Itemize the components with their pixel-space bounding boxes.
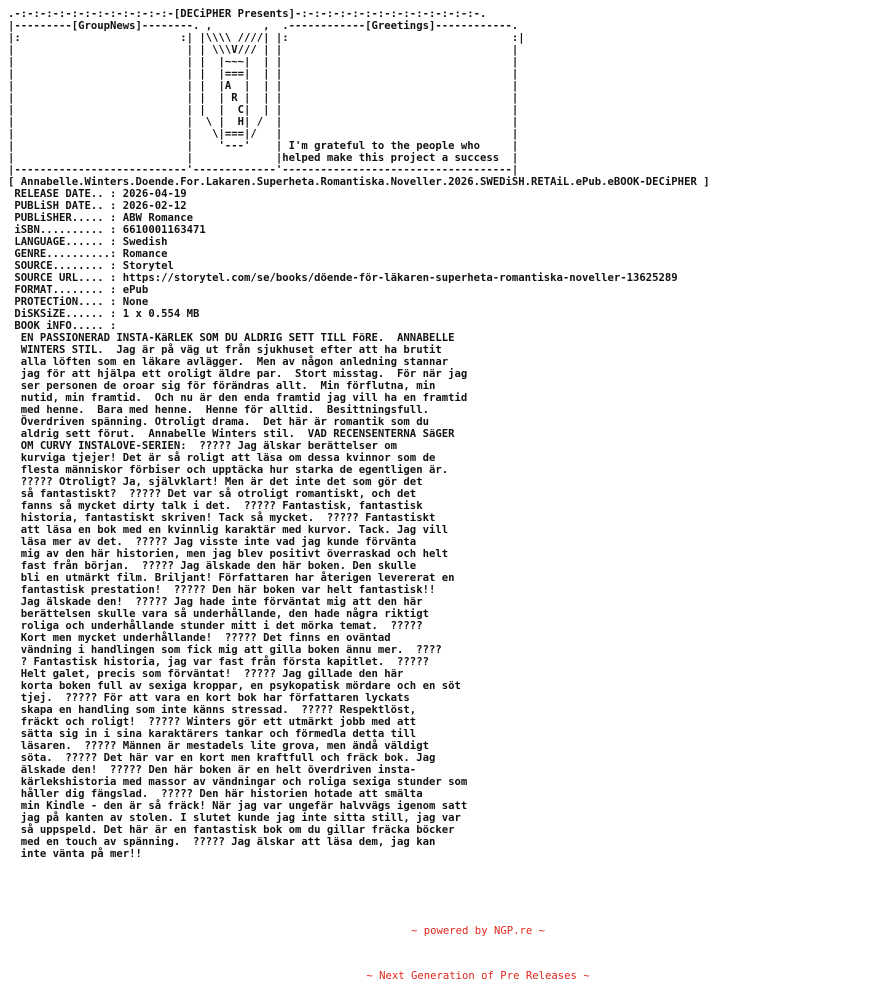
book-info-line: söta. ????? Det här var en kort men kraftfull och fräck bok. Jag — [8, 752, 436, 764]
book-info-line: att läsa en bok med en kvinnlig karaktär med kurvor. Tack. Jag vill — [8, 524, 449, 536]
book-info-line: sätta sig in i sina karaktärers tankar och förmedla detta till — [8, 728, 417, 740]
book-info-line: mig av den här historien, men jag blev positivt överraskad och helt — [8, 548, 449, 560]
header-line: | | | |~~~| | | | — [8, 56, 519, 68]
header-line: [ Annabelle.Winters.Doende.For.Lakaren.Superheta.Romantiska.Noveller.2026.SWEDiSH.RETAiL.ePub.eBOOK-DECiPHER ] — [8, 176, 710, 188]
info-line: LANGUAGE...... : Swedish — [8, 236, 168, 248]
book-info-line: berättelsen skulle vara så underhållande, den hade några riktigt — [8, 608, 429, 620]
book-info-line: ? Fantastisk historia, jag var fast från första kapitlet. ????? — [8, 656, 429, 668]
info-line: BOOK iNFO..... : — [8, 320, 117, 332]
header-line: | | |helped make this project a success | — [8, 152, 519, 164]
header-line: | | \|===|/ | | — [8, 128, 519, 140]
book-info-line: jag för att hjälpa ett oroligt äldre par. Stort misstag. För när jag — [8, 368, 468, 380]
book-info-line: nutid, min framtid. Och nu är den enda framtid jag vill ha en framtid — [8, 392, 468, 404]
footer-tagline: ~ Next Generation of Pre Releases ~ — [366, 970, 590, 982]
info-line: DiSKSiZE...... : 1 x 0.554 MB — [8, 308, 200, 320]
info-line: RELEASE DATE.. : 2026-04-19 — [8, 188, 187, 200]
book-info-line: tjej. ????? För att vara en kort bok har författaren lyckats — [8, 692, 410, 704]
book-info-line: vändning i handlingen som fick mig att gilla boken ännu mer. ???? — [8, 644, 442, 656]
header-line: | | | |===| | | | — [8, 68, 519, 80]
book-info-line: fantastisk prestation! ????? Den här boken var helt fantastisk!! — [8, 584, 436, 596]
book-info-line: kurviga tjejer! Det är så roligt att läsa om dessa kvinnor som de — [8, 452, 436, 464]
book-info-line: korta boken full av sexiga kroppar, en psykopatisk mördare och en söt — [8, 680, 461, 692]
info-line: SOURCE URL.... : https://storytel.com/se/books/döende-för-läkaren-superheta-romantiska-noveller-13625289 — [8, 272, 678, 284]
book-info-line: ????? Otroligt? Ja, självklart! Men är det inte det som gör det — [8, 476, 423, 488]
book-info-line: flesta människor förbiser och upptäcka hur starka de egentligen är. — [8, 464, 449, 476]
book-info-line: fast från början. ????? Jag älskade den här boken. Den skulle — [8, 560, 417, 572]
book-info-line: historia, fantastiskt skriven! Tack så mycket. ????? Fantastiskt — [8, 512, 436, 524]
info-line: iSBN.......... : 6610001163471 — [8, 224, 206, 236]
book-info-line: läsa mer av det. ????? Jag visste inte vad jag kunde förvänta — [8, 536, 417, 548]
info-line: PROTECTiON.... : None — [8, 296, 149, 308]
release-info — [8, 188, 678, 332]
book-info-line: Jag älskade den! ????? Jag hade inte förväntat mig att den här — [8, 596, 423, 608]
book-info-line: Helt galet, precis som förväntat! ????? Jag gillade den här — [8, 668, 404, 680]
book-info-line: skapa en handling som inte känns stressad. ????? Respektlöst, — [8, 704, 417, 716]
book-info-line: Kort men mycket underhållande! ????? Det finns en oväntad — [8, 632, 391, 644]
info-line: GENRE..........: Romance — [8, 248, 168, 260]
book-info-line: så uppspeld. Det här är en fantastisk bok om du gillar fräcka böcker — [8, 824, 455, 836]
book-info-line: EN PASSIONERAD INSTA-KäRLEK SOM DU ALDRIG SETT TILL FöRE. ANNABELLE — [8, 332, 455, 344]
book-info-line: Överdriven spänning. Otroligt drama. Det här är romantik som du — [8, 416, 429, 428]
book-info-line: aldrig sett förut. Annabelle Winters stil. VAD RECENSENTERNA SäGER — [8, 428, 455, 440]
header-line: | | | |A | | | | — [8, 80, 519, 92]
header-line: |: :| |\\\\ ////| |: :| — [8, 32, 525, 44]
footer-powered-by: ~ powered by NGP.re ~ — [411, 925, 545, 937]
header-line: | | | | R | | | | — [8, 92, 519, 104]
book-info-line: OM CURVY INSTALOVE-SERIEN: ????? Jag älskar berättelser om — [8, 440, 398, 452]
info-line: PUBLiSHER..... : ABW Romance — [8, 212, 193, 224]
book-info-line: roliga och underhållande stunder mitt i det mörka temat. ????? — [8, 620, 423, 632]
info-line: SOURCE........ : Storytel — [8, 260, 174, 272]
book-info-line: fanns så mycket dirty talk i det. ????? Fantastisk, fantastisk — [8, 500, 423, 512]
book-info-line: bli en utmärkt film. Briljant! Författaren har återigen levererat en — [8, 572, 455, 584]
nfo-text — [8, 8, 710, 860]
book-info-line: kärlekshistoria med massor av vändningar och roliga sexiga stunder som — [8, 776, 468, 788]
info-line: PUBLiSH DATE.. : 2026-02-12 — [8, 200, 187, 212]
book-info-line: alla löften som en läkare avlägger. Men av någon anledning stannar — [8, 356, 449, 368]
book-info-line: WINTERS STIL. Jag är på väg ut från sjukhuset efter att ha brutit — [8, 344, 442, 356]
footer — [0, 894, 896, 999]
book-info-line: läsaren. ????? Männen är mestadels lite grova, men ändå väldigt — [8, 740, 429, 752]
header-line: | | \ | H| / | | — [8, 116, 519, 128]
header-line: |---------[GroupNews]--------. , , .------------[Greetings]------------. — [8, 20, 519, 32]
book-info-line: jag på kanten av stolen. I slutet kunde jag inte sitta still, jag var — [8, 812, 461, 824]
header-line: | | '---' | I'm grateful to the people who | — [8, 140, 519, 152]
book-info-line: med henne. Bara med henne. Henne för alltid. Besittningsfull. — [8, 404, 429, 416]
book-info-line: min Kindle - den är så fräck! När jag var ungefär halvvägs igenom satt — [8, 800, 468, 812]
info-line: FORMAT........ : ePub — [8, 284, 149, 296]
book-info-line: ser personen de oroar sig för förändras allt. Min förflutna, min — [8, 380, 436, 392]
book-info-text — [8, 332, 467, 860]
book-info-line: så fantastiskt? ????? Det var så otroligt romantiskt, och det — [8, 488, 417, 500]
header-line: | | | \\\V/// | | | — [8, 44, 519, 56]
nfo-header — [8, 8, 710, 188]
book-info-line: med en touch av spänning. ????? Jag älskar att läsa dem, jag kan — [8, 836, 436, 848]
header-line: |---------------------------'-------------'------------------------------------| — [8, 164, 519, 176]
book-info-line: håller dig fängslad. ????? Den här historien hotade att smälta — [8, 788, 423, 800]
header-line: | | | | C| | | | — [8, 104, 519, 116]
header-line: .-:-:-:-:-:-:-:-:-:-:-:-:-[DECiPHER Presents]-:-:-:-:-:-:-:-:-:-:-:-:-:-:-. — [8, 8, 487, 20]
book-info-line: älskade den! ????? Den här boken är en helt överdriven insta- — [8, 764, 417, 776]
book-info-line: fräckt och roligt! ????? Winters gör ett utmärkt jobb med att — [8, 716, 417, 728]
book-info-line: inte vänta på mer!! — [8, 848, 142, 860]
